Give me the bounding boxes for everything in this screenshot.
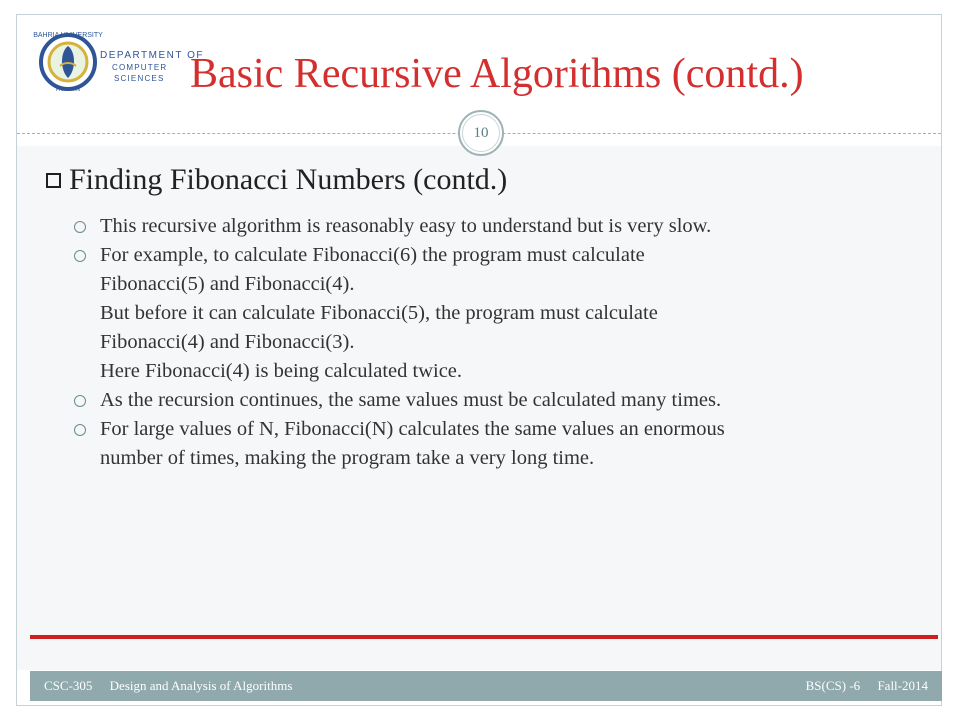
page-number-badge [458,110,504,156]
program: BS(CS) -6 [805,678,861,693]
logo-department-line3: SCIENCES [114,74,165,83]
section-heading-text: Finding Fibonacci Numbers (contd.) [69,163,508,196]
circle-bullet-icon [74,250,86,262]
department-logo [33,24,204,104]
checkbox-bullet-icon [46,173,61,188]
bullet-item [74,212,924,241]
footer-right [806,671,928,701]
circle-bullet-icon [74,221,86,233]
bullet-line: For example, to calculate Fibonacci(6) the program must calculate [100,244,645,266]
bullet-line: Fibonacci(4) and Fibonacci(3). [100,331,355,353]
course-code: CSC-305 [44,678,93,693]
logo-country-text: PAKISTAN [56,87,80,93]
section-heading [46,160,507,200]
bullet-item [74,415,924,473]
circle-bullet-icon [74,395,86,407]
bullet-line: As the recursion continues, the same values must be calculated many times. [100,389,722,411]
bullet-list [74,212,924,473]
slide-footer [30,671,942,701]
logo-department-line1: DEPARTMENT OF [100,50,204,61]
term: Fall-2014 [877,678,928,693]
bullet-line: Here Fibonacci(4) is being calculated twice. [100,360,463,382]
bullet-line: But before it can calculate Fibonacci(5), the program must calculate [100,302,658,324]
footer-rule [30,635,938,639]
bullet-line: This recursive algorithm is reasonably easy to understand but is very slow. [100,215,712,237]
bullet-line: number of times, making the program take a very long time. [100,447,595,469]
footer-left [44,671,292,701]
logo-university-text: BAHRIA UNIVERSITY [33,32,103,39]
bullet-line: For large values of N, Fibonacci(N) calculates the same values an enormous [100,418,725,440]
circle-bullet-icon [74,424,86,436]
bullet-item [74,241,924,386]
bullet-line: Fibonacci(5) and Fibonacci(4). [100,273,355,295]
page-number: 10 [462,114,500,152]
slide-title: Basic Recursive Algorithms (contd.) [190,51,804,97]
course-name: Design and Analysis of Algorithms [109,678,293,693]
logo-department-line2: COMPUTER [112,63,168,72]
bullet-item [74,386,924,415]
